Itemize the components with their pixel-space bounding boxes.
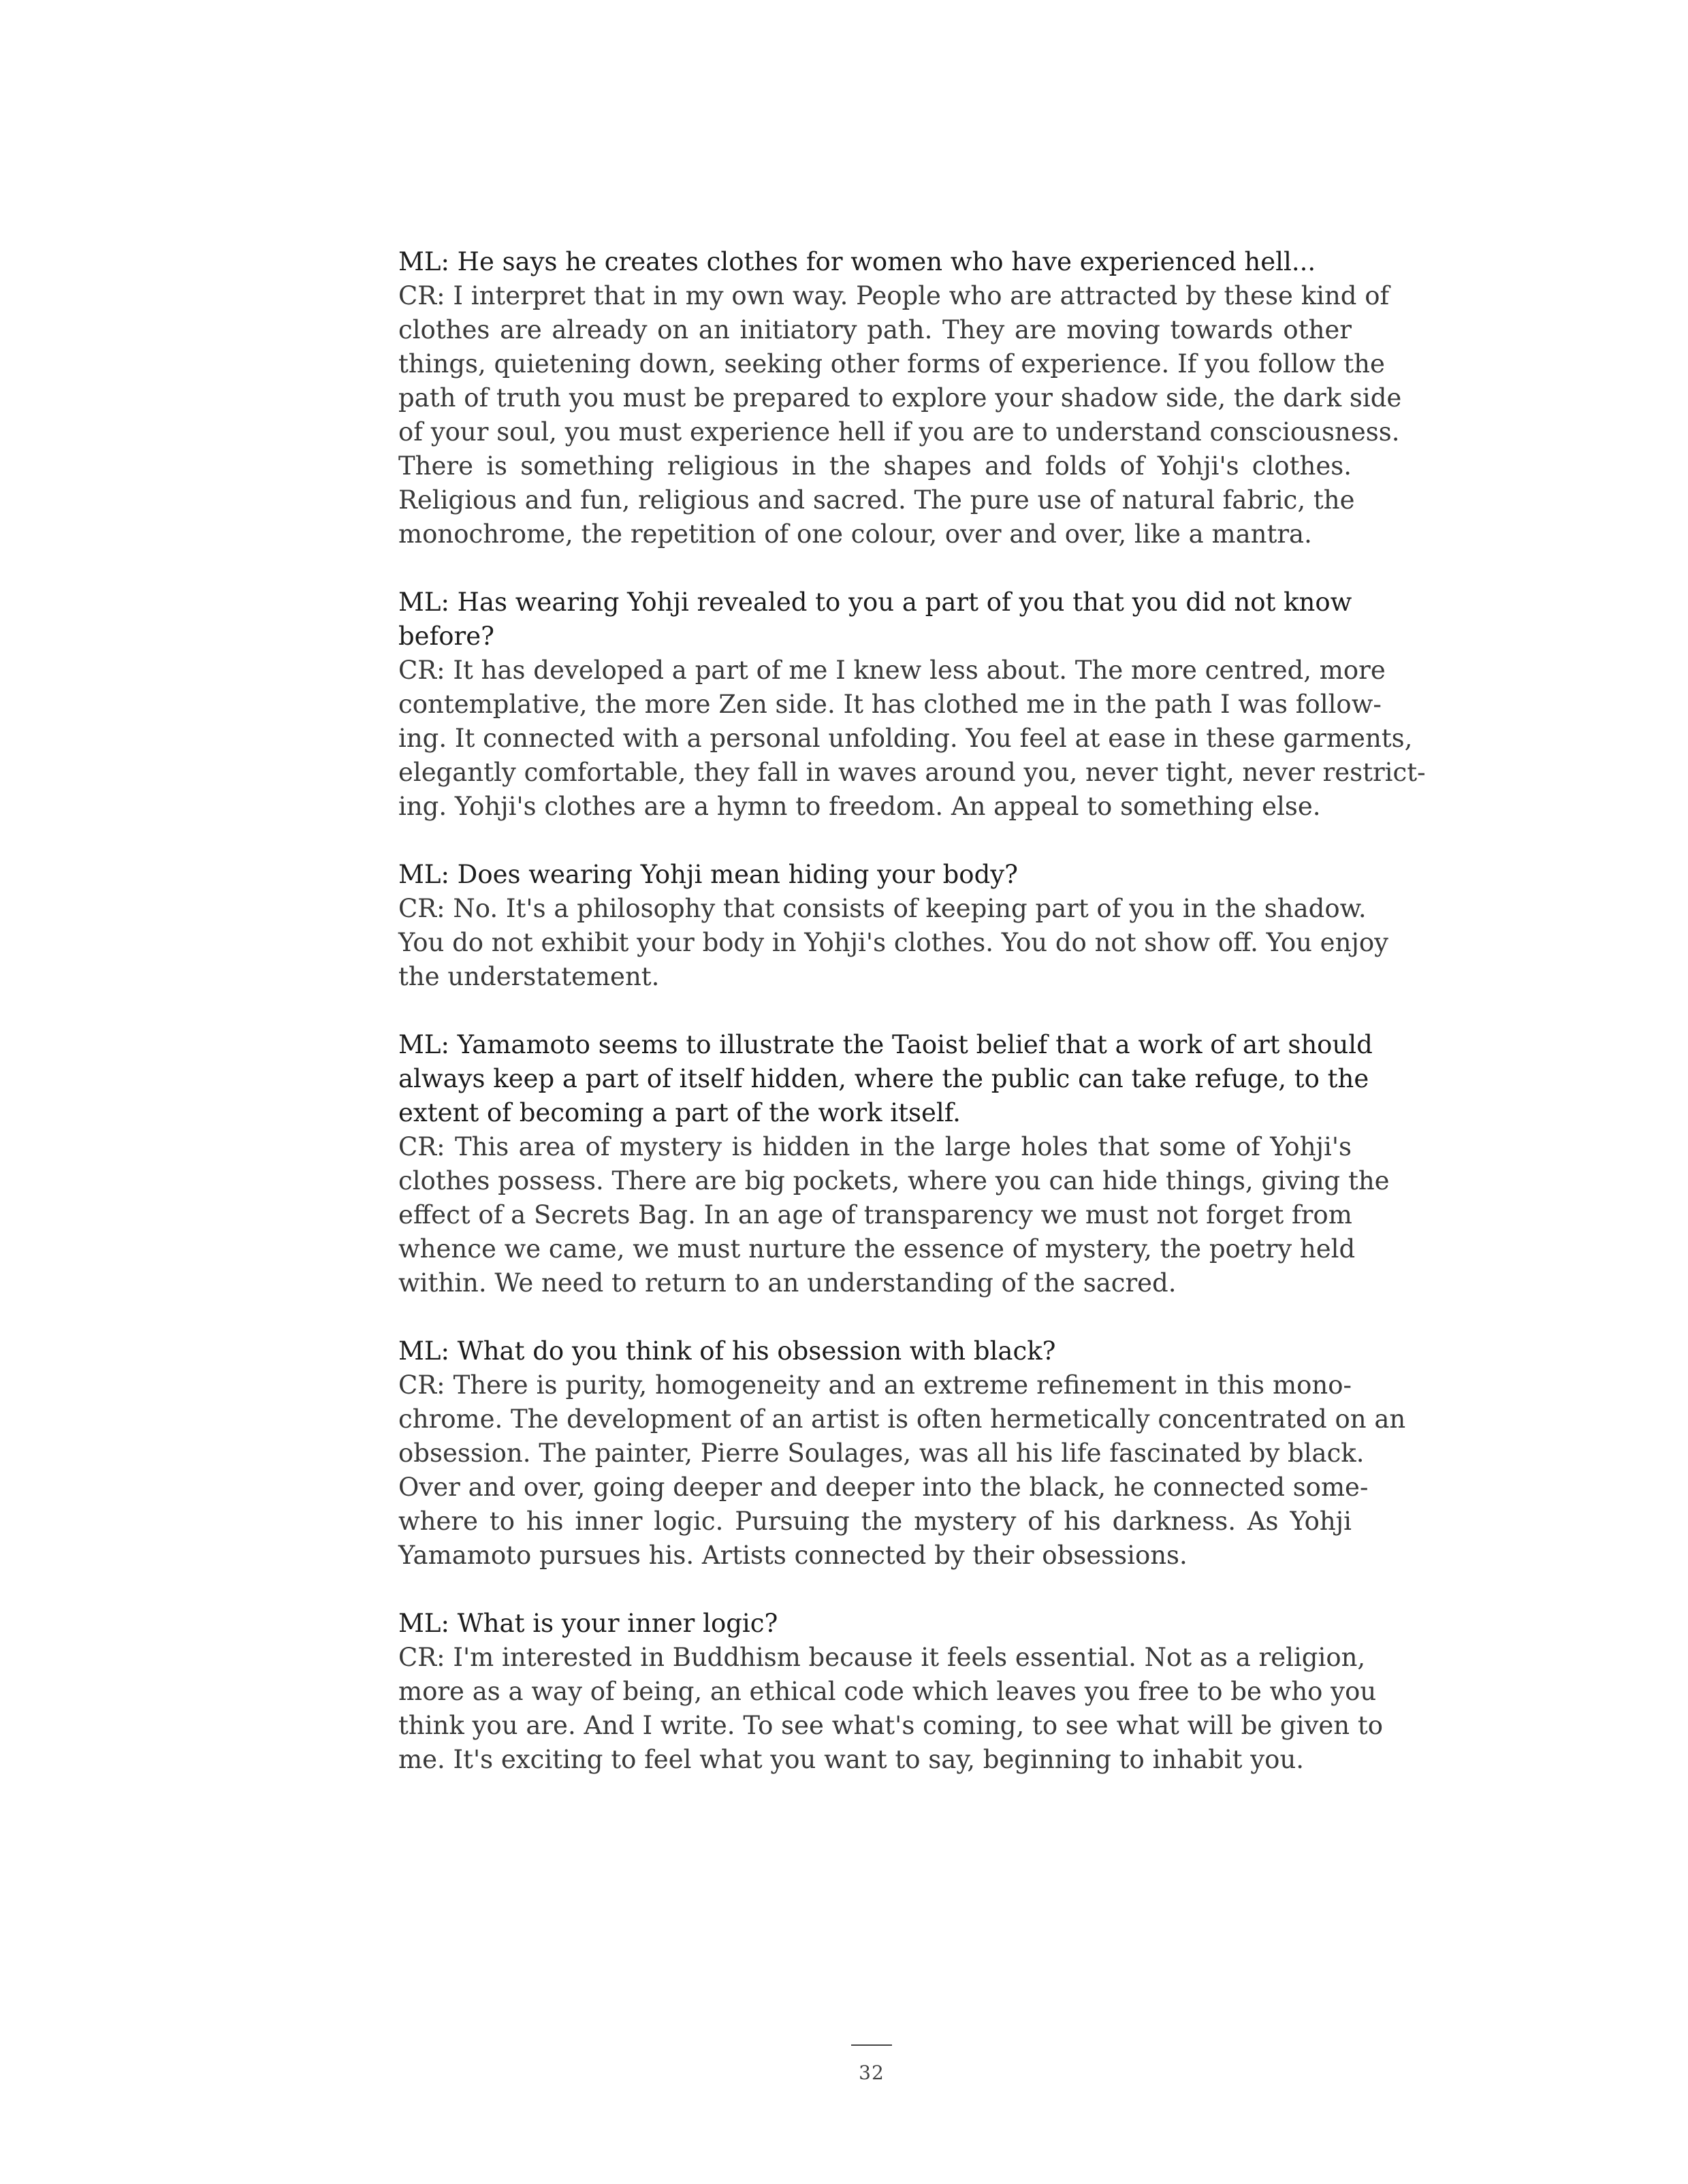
qa-exchange — [398, 858, 1389, 994]
answer-line: monochrome, the repetition of one colour, over and over, like a mantra. — [398, 519, 1312, 549]
answer-line: things, quietening down, seeking other forms of experience. If you follow the — [398, 349, 1385, 379]
interviewer-question — [398, 585, 1352, 654]
interviewer-question — [398, 858, 1352, 892]
answer-line: CR: No. It's a philosophy that consists of keeping part of you in the shadow. — [398, 894, 1367, 923]
question-line: ML: He says he creates clothes for women who have experienced hell... — [398, 247, 1316, 276]
answer-line: elegantly comfortable, they fall in waves around you, never tight, never restrict- — [398, 758, 1426, 787]
interviewee-answer — [398, 892, 1389, 994]
answer-line: CR: This area of mystery is hidden in the large holes that some of Yohji's — [398, 1132, 1352, 1161]
interviewee-answer — [398, 279, 1402, 551]
question-line: ML: What do you think of his obsession with black? — [398, 1336, 1056, 1366]
answer-line: chrome. The development of an artist is often hermetically concentrated on an — [398, 1404, 1406, 1434]
answer-line: CR: There is purity, homogeneity and an extreme refinement in this mono- — [398, 1370, 1352, 1400]
question-line: ML: Yamamoto seems to illustrate the Taoist belief that a work of art should — [398, 1030, 1373, 1059]
answer-line: me. It's exciting to feel what you want to say, beginning to inhabit you. — [398, 1745, 1305, 1774]
qa-exchange — [398, 245, 1402, 551]
qa-exchange — [398, 1028, 1390, 1300]
interviewee-answer — [398, 1368, 1406, 1573]
answer-line: ing. Yohji's clothes are a hymn to freedom. An appeal to something else. — [398, 792, 1321, 821]
answer-line: effect of a Secrets Bag. In an age of transparency we must not forget from — [398, 1200, 1352, 1230]
interview-text — [398, 245, 1426, 1811]
question-line: before? — [398, 622, 494, 651]
answer-line: ing. It connected with a personal unfolding. You feel at ease in these garments, — [398, 724, 1413, 753]
interviewee-answer — [398, 1130, 1390, 1300]
answer-line: CR: I interpret that in my own way. People who are attracted by these kind of — [398, 281, 1390, 310]
answer-line: There is something religious in the shapes and folds of Yohji's clothes. — [398, 451, 1352, 481]
answer-line: whence we came, we must nurture the essence of mystery, the poetry held — [398, 1234, 1356, 1264]
answer-line: path of truth you must be prepared to explore your shadow side, the dark side — [398, 383, 1402, 413]
interviewer-question — [398, 1607, 1352, 1641]
answer-line: think you are. And I write. To see what's coming, to see what will be given to — [398, 1711, 1383, 1740]
answer-line: within. We need to return to an understanding of the sacred. — [398, 1268, 1177, 1298]
question-line: ML: Does wearing Yohji mean hiding your body? — [398, 860, 1019, 889]
interviewer-question — [398, 1334, 1352, 1368]
question-line: ML: Has wearing Yohji revealed to you a part of you that you did not know — [398, 588, 1352, 617]
question-line: ML: What is your inner logic? — [398, 1609, 778, 1638]
answer-line: CR: It has developed a part of me I knew less about. The more centred, more — [398, 656, 1386, 685]
page-number: 32 — [859, 2061, 885, 2084]
question-line: extent of becoming a part of the work itself. — [398, 1098, 961, 1127]
answer-line: You do not exhibit your body in Yohji's clothes. You do not show off. You enjoy — [398, 928, 1389, 957]
interviewee-answer — [398, 1641, 1383, 1777]
answer-line: Over and over, going deeper and deeper into the black, he connected some- — [398, 1473, 1369, 1502]
qa-exchange — [398, 1607, 1383, 1777]
answer-line: of your soul, you must experience hell if you are to understand consciousness. — [398, 417, 1400, 447]
answer-line: more as a way of being, an ethical code which leaves you free to be who you — [398, 1677, 1377, 1706]
answer-line: the understatement. — [398, 962, 660, 991]
answer-line: where to his inner logic. Pursuing the mystery of his darkness. As Yohji — [398, 1507, 1352, 1536]
qa-exchange — [398, 1334, 1406, 1573]
answer-line: Religious and fun, religious and sacred. The pure use of natural fabric, the — [398, 485, 1355, 515]
interviewer-question — [398, 1028, 1373, 1130]
answer-line: CR: I'm interested in Buddhism because it feels essential. Not as a religion, — [398, 1643, 1366, 1672]
answer-line: contemplative, the more Zen side. It has clothed me in the path I was follow- — [398, 690, 1382, 719]
qa-exchange — [398, 585, 1426, 824]
answer-line: obsession. The painter, Pierre Soulages, was all his life fascinated by black. — [398, 1439, 1365, 1468]
interviewee-answer — [398, 654, 1426, 824]
answer-line: Yamamoto pursues his. Artists connected by their obsessions. — [398, 1541, 1188, 1570]
page-number-rule — [851, 2044, 892, 2046]
answer-line: clothes possess. There are big pockets, where you can hide things, giving the — [398, 1166, 1390, 1195]
interviewer-question — [398, 245, 1352, 279]
question-line: always keep a part of itself hidden, where the public can take refuge, to the — [398, 1064, 1369, 1093]
answer-line: clothes are already on an initiatory path. They are moving towards other — [398, 315, 1352, 344]
